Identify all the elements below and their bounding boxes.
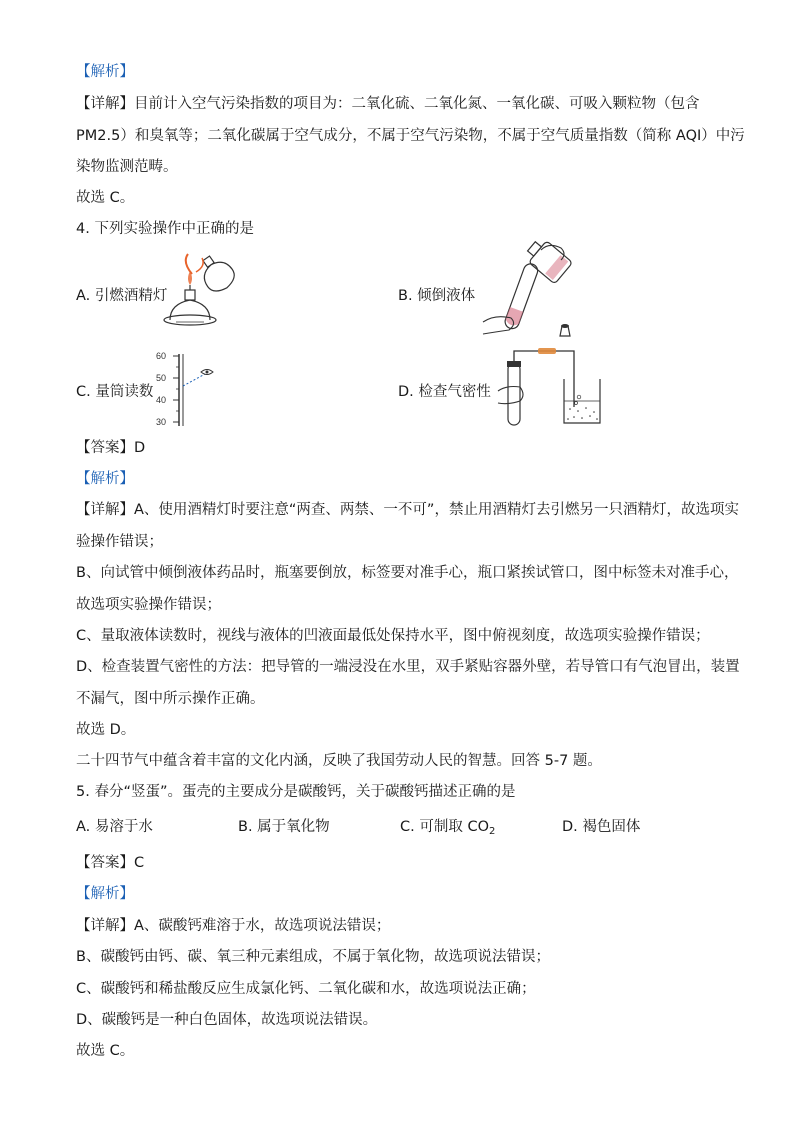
choose-line-4: 故选 D。 xyxy=(76,722,136,738)
detail-4-c: C、量取液体读数时，视线与液体的凹液面最低处保持水平，图中俯视刻度，故选项实验操作错误； xyxy=(76,628,710,644)
q4-option-d-label: D. 检查气密性 xyxy=(398,384,491,400)
detail-4-d-line-2: 不漏气，图中所示操作正确。 xyxy=(76,691,265,707)
detail-4-b-line-1: B、向试管中倾倒液体药品时，瓶塞要倒放，标签要对准手心，瓶口紧挨试管口，图中标签未对准手心， xyxy=(76,565,739,581)
question-4-title: 4. 下列实验操作中正确的是 xyxy=(76,221,254,237)
tick-label-30: 30 xyxy=(156,417,167,427)
tick-label-50: 50 xyxy=(156,373,167,383)
q5-option-b: B. 属于氧化物 xyxy=(238,819,330,835)
detail-4-a-line-1: 【详解】A、使用酒精灯时要注意“两查、两禁、一不可”，禁止用酒精灯去引燃另一只酒精灯，故选项实 xyxy=(76,502,739,518)
tick-label-60: 60 xyxy=(156,351,167,361)
detail-4-a-line-2: 验操作错误； xyxy=(76,534,163,550)
pour-liquid-figure xyxy=(475,240,575,345)
graduated-cylinder-figure xyxy=(155,350,215,430)
question-5-title: 5. 春分“竖蛋”。蛋壳的主要成分是碳酸钙，关于碳酸钙描述正确的是 xyxy=(76,784,516,800)
alcohol-lamp-figure xyxy=(160,252,245,334)
detail-5-d: D、碳酸钙是一种白色固体，故选项说法错误。 xyxy=(76,1012,378,1028)
analysis-heading-5: 【解析】 xyxy=(76,886,134,902)
choose-line-5: 故选 C。 xyxy=(76,1043,135,1059)
detail-text-1-line-1: 【详解】目前计入空气污染指数的项目为：二氧化硫、二氧化氮、一氧化碳、可吸入颗粒物（包含 xyxy=(76,96,700,112)
co2-formula: CO xyxy=(467,819,489,835)
analysis-heading-1: 【解析】 xyxy=(76,64,134,80)
detail-text-1-line-2: PM2.5）和臭氧等；二氧化碳属于空气成分，不属于空气污染物，不属于空气质量指数（简称 AQI）中污 xyxy=(76,128,745,144)
choose-line-1: 故选 C。 xyxy=(76,190,135,206)
analysis-heading-4: 【解析】 xyxy=(76,471,134,487)
detail-4-b-line-2: 故选项实验操作错误； xyxy=(76,597,221,613)
detail-5-c: C、碳酸钙和稀盐酸反应生成氯化钙、二氧化碳和水，故选项说法正确； xyxy=(76,981,536,997)
answer-4: 【答案】D xyxy=(76,440,146,456)
q4-option-a-label: A. 引燃酒精灯 xyxy=(76,288,168,304)
detail-5-a: 【详解】A、碳酸钙难溶于水，故选项说法错误； xyxy=(76,918,391,934)
intro-5-7: 二十四节气中蕴含着丰富的文化内涵，反映了我国劳动人民的智慧。回答 5-7 题。 xyxy=(76,753,602,769)
detail-5-b: B、碳酸钙由钙、碳、氧三种元素组成，不属于氧化物，故选项说法错误； xyxy=(76,949,550,965)
answer-5: 【答案】C xyxy=(76,855,145,871)
co2-subscript: 2 xyxy=(489,826,496,837)
q5-option-c xyxy=(400,817,495,842)
q4-option-b-label: B. 倾倒液体 xyxy=(398,288,476,304)
airtightness-check-figure xyxy=(490,345,605,430)
tick-label-40: 40 xyxy=(156,395,167,405)
q4-option-c-label: C. 量筒读数 xyxy=(76,384,154,400)
detail-4-d-line-1: D、检查装置气密性的方法：把导管的一端浸没在水里，双手紧贴容器外壁，若导管口有气泡冒出，装置 xyxy=(76,659,740,675)
detail-text-1-line-3: 染物监测范畴。 xyxy=(76,159,178,175)
q5-option-a: A. 易溶于水 xyxy=(76,819,153,835)
q5-option-d: D. 褐色固体 xyxy=(562,819,641,835)
q5-option-c-prefix: C. 可制取 xyxy=(400,819,468,835)
